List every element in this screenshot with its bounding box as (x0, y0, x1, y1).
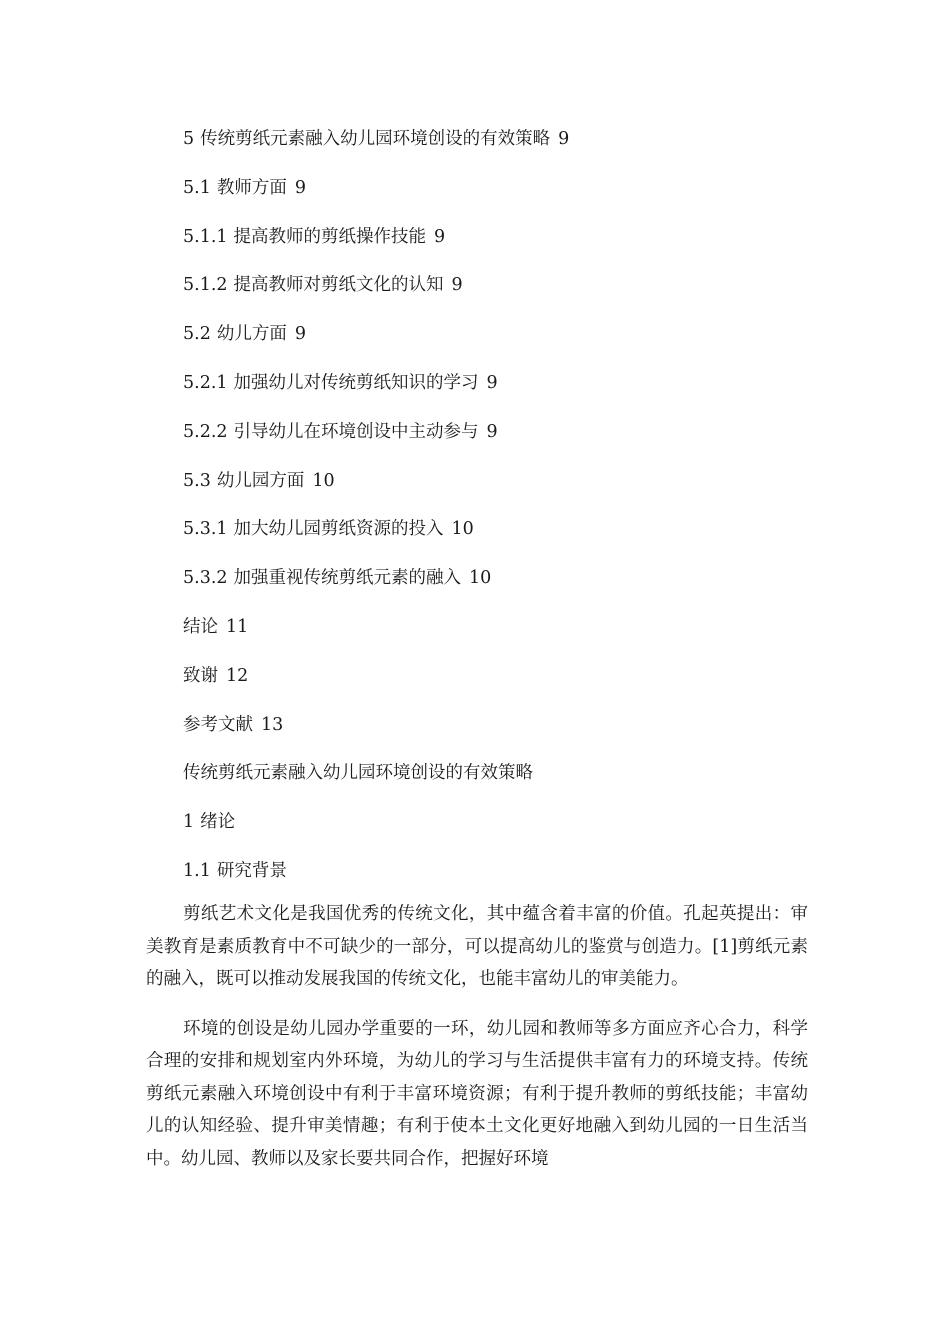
toc-page-number: 13 (261, 714, 284, 735)
toc-entry-5-1-2 (183, 271, 569, 320)
toc-page-number: 10 (312, 470, 335, 491)
toc-title: 传统剪纸元素融入幼儿园环境创设的有效策略 (200, 129, 551, 149)
toc-page-number: 9 (486, 421, 498, 442)
toc-entry-5-3-1 (183, 515, 569, 564)
toc-entry-5-2-1 (183, 369, 569, 418)
toc-title: 教师方面 (216, 177, 287, 198)
toc-title: 引导幼儿在环境创设中主动参与 (233, 421, 479, 442)
toc-number: 5.2.2 (183, 421, 228, 442)
toc-entry-acknowledgements (183, 662, 569, 711)
toc-title: 幼儿园方面 (216, 470, 305, 491)
toc-entry-references (183, 711, 569, 760)
toc-title: 加大幼儿园剪纸资源的投入 (233, 519, 444, 540)
toc-number: 5 (183, 129, 195, 149)
paragraph: 环境的创设是幼儿园办学重要的一环，幼儿园和教师等多方面应齐心合力，科学合理的安排和规划室内外环境，为幼儿的学习与生活提供丰富有力的环境支持。传统剪纸元素融入环境创设中有利于丰富环境资源；有利于提升教师的剪纸技能；丰富幼儿的认知经验、提升审美情趣；有利于使本土文化更好地融入到幼儿园的一日生活当中。幼儿园、教师以及家长要共同合作，把握好环境 (146, 1018, 808, 1169)
toc-title: 致谢 (183, 665, 218, 686)
toc-entry-5-3-2 (183, 564, 569, 613)
toc-page-number: 11 (226, 616, 249, 637)
toc-entry-5-3 (183, 467, 569, 516)
toc-title: 提高教师的剪纸操作技能 (233, 226, 427, 247)
toc-title: 幼儿方面 (216, 324, 287, 345)
toc-entry-5 (183, 125, 569, 174)
toc-number: 5.2 (183, 324, 211, 345)
toc-number: 5.1.1 (183, 226, 228, 247)
toc-number: 5.3.2 (183, 568, 228, 589)
toc-number: 5.2.1 (183, 372, 228, 393)
table-of-contents (183, 125, 569, 906)
toc-page-number: 10 (469, 568, 492, 589)
toc-number: 5.3 (183, 470, 211, 491)
toc-page-number: 9 (451, 275, 463, 296)
toc-page-number: 10 (451, 519, 474, 540)
toc-entry-5-2-2 (183, 418, 569, 467)
toc-title: 加强幼儿对传统剪纸知识的学习 (233, 372, 479, 393)
chapter-heading (183, 808, 569, 857)
chapter-number: 1 (183, 812, 195, 833)
body-text (146, 898, 808, 1192)
toc-number: 5.1 (183, 177, 211, 198)
document-title (183, 759, 569, 808)
toc-page-number: 9 (294, 324, 306, 345)
toc-page-number: 9 (486, 372, 498, 393)
toc-entry-5-1 (183, 174, 569, 223)
toc-title: 结论 (183, 616, 218, 637)
toc-number: 5.1.2 (183, 275, 228, 296)
toc-page-number: 9 (294, 177, 306, 198)
section-number: 1.1 (183, 860, 211, 881)
toc-number: 5.3.1 (183, 519, 228, 540)
toc-page-number: 12 (226, 665, 249, 686)
chapter-title: 绪论 (200, 812, 236, 833)
toc-entry-5-2 (183, 320, 569, 369)
toc-title: 提高教师对剪纸文化的认知 (233, 275, 444, 296)
toc-page-number: 9 (434, 226, 446, 247)
paragraph: 剪纸艺术文化是我国优秀的传统文化，其中蕴含着丰富的价值。孔起英提出：审美教育是素质教育中不可缺少的一部分，可以提高幼儿的鉴赏与创造力。[1]剪纸元素的融入，既可以推动发展我国的传统文化，也能丰富幼儿的审美能力。 (146, 904, 808, 989)
toc-entry-conclusion (183, 613, 569, 662)
toc-title: 参考文献 (183, 714, 253, 735)
toc-entry-5-1-1 (183, 223, 569, 272)
section-title: 研究背景 (216, 860, 287, 881)
toc-page-number: 9 (558, 129, 570, 149)
toc-title: 加强重视传统剪纸元素的融入 (233, 568, 462, 589)
document-title-text: 传统剪纸元素融入幼儿园环境创设的有效策略 (183, 763, 533, 784)
